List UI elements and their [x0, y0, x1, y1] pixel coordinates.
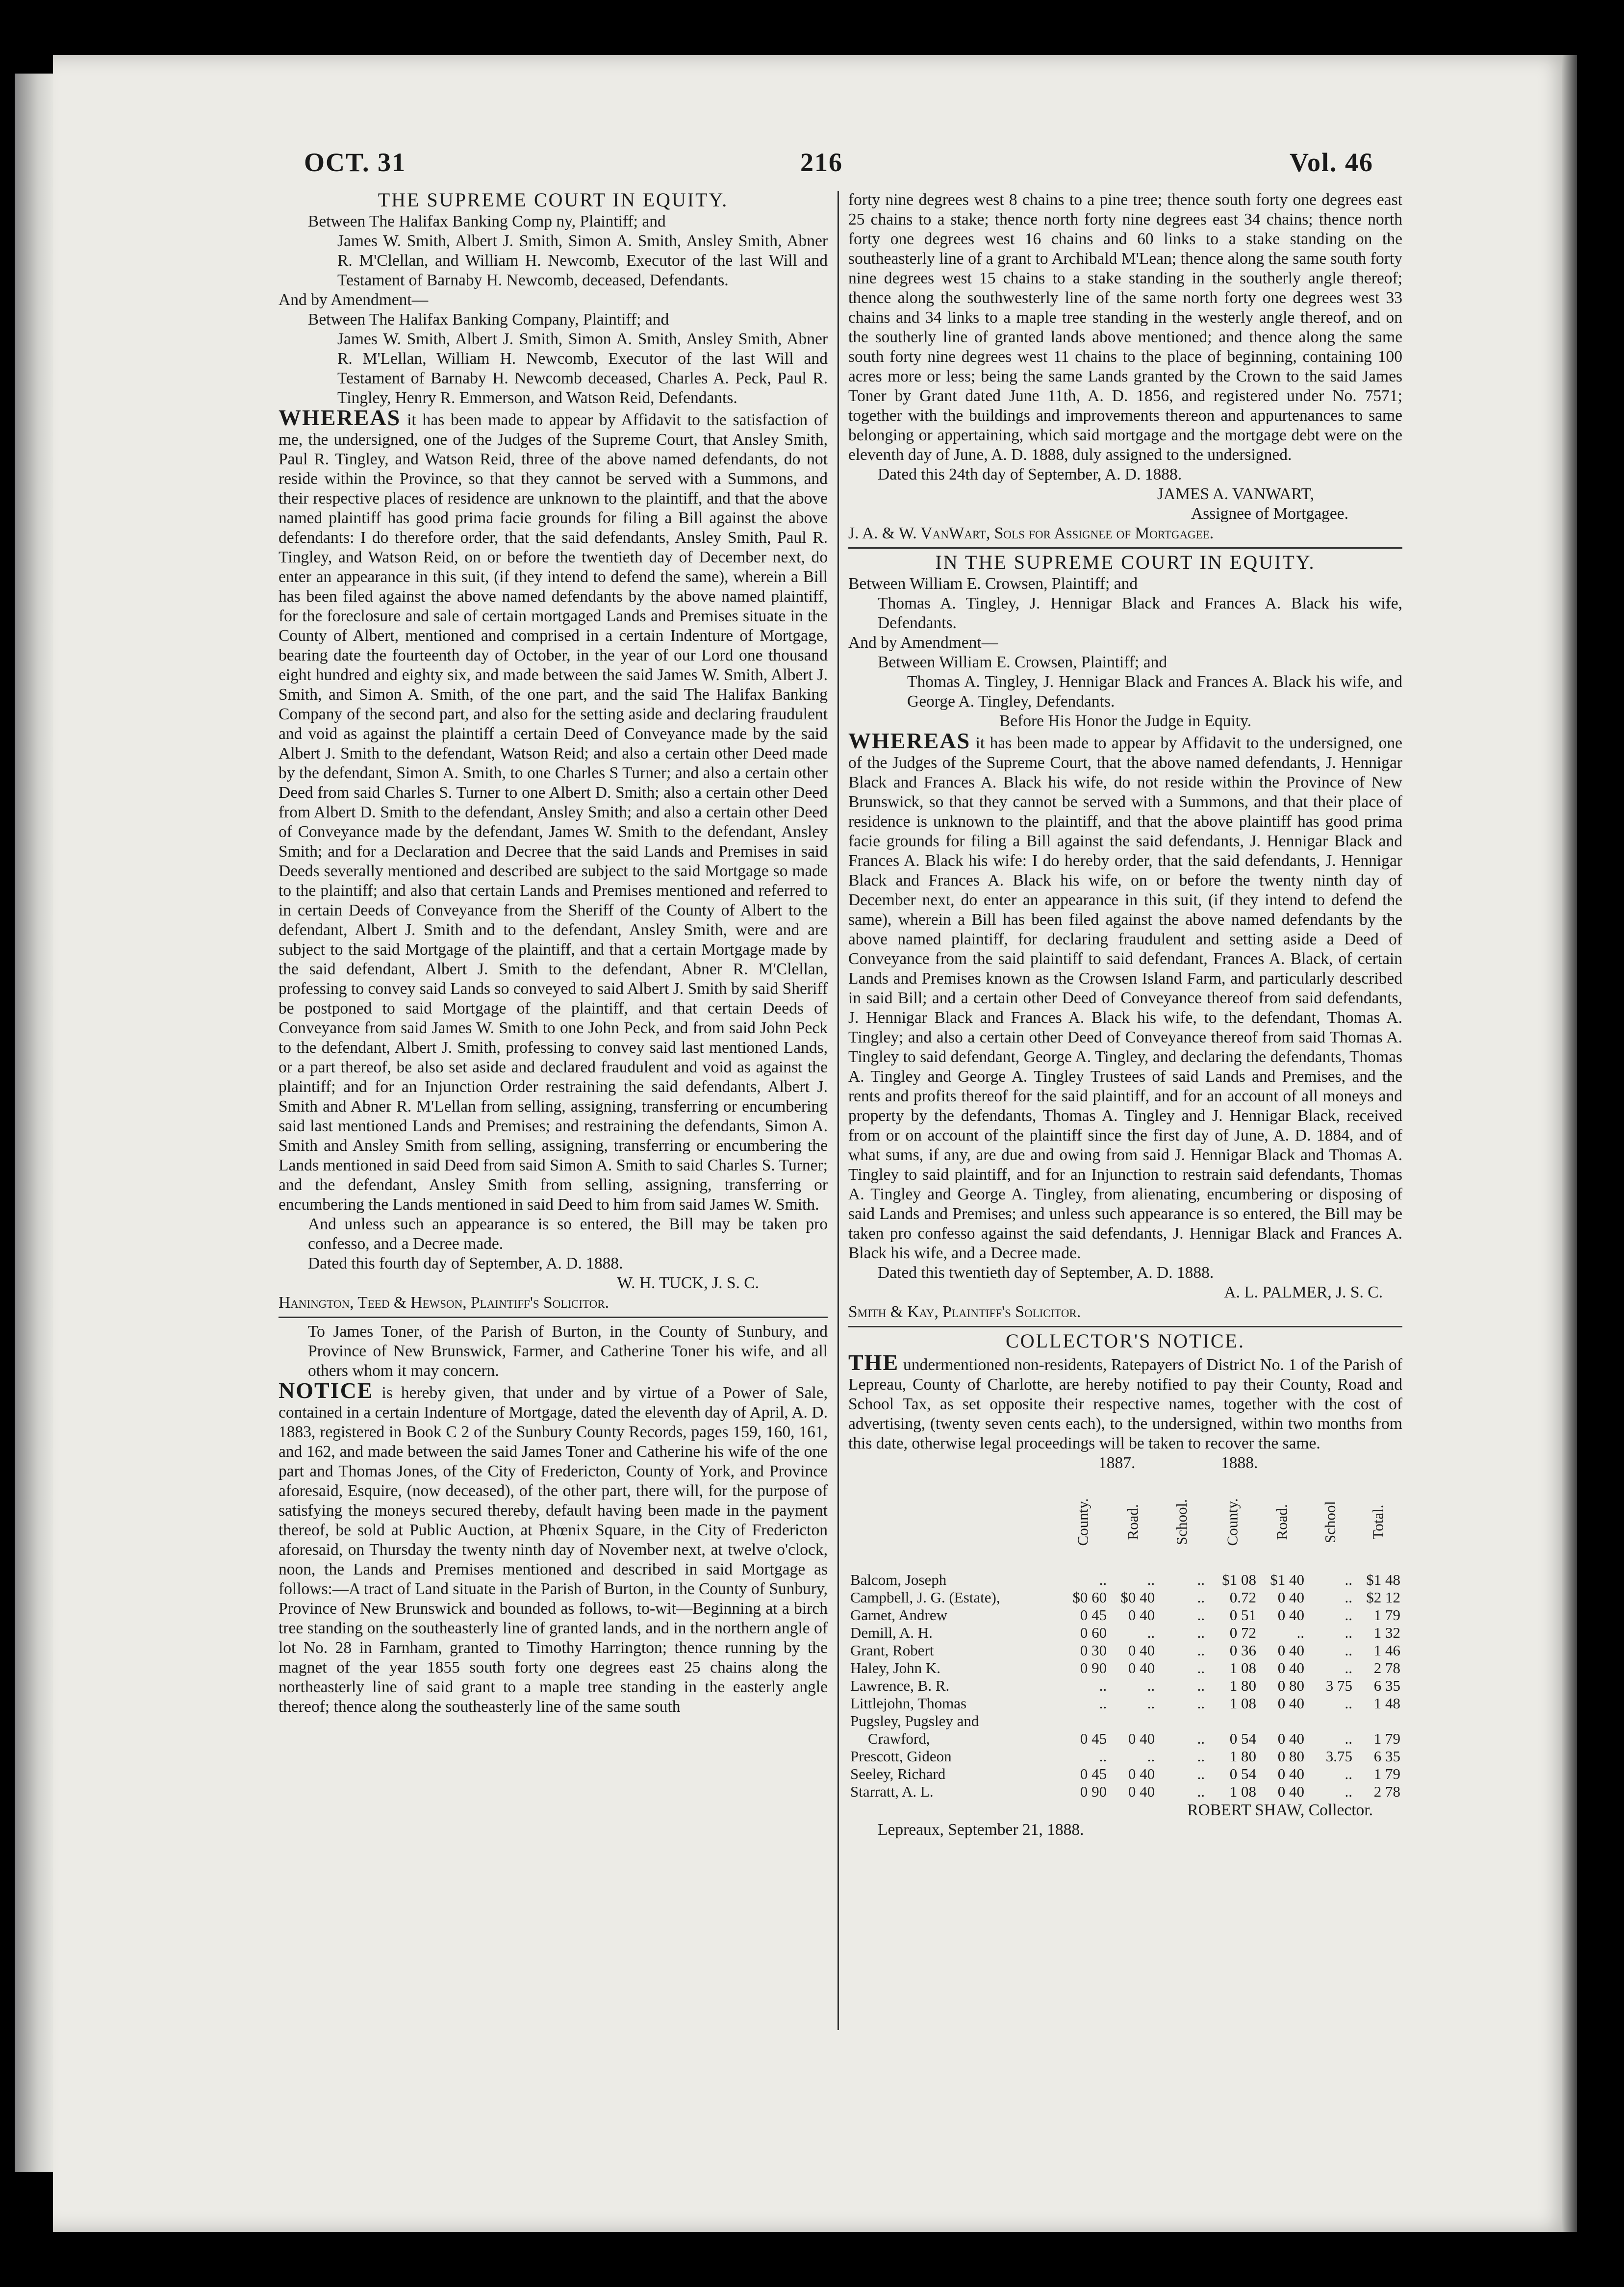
tax-value: .. [1197, 1695, 1205, 1712]
header-date: OCT. 31 [304, 148, 406, 177]
tax-value: 1 46 [1373, 1642, 1400, 1659]
tax-value: 0 40 [1128, 1642, 1155, 1659]
tax-value: .. [1147, 1677, 1155, 1694]
header-volume: Vol. 46 [1290, 148, 1374, 177]
notice1-defendants-amended: James W. Smith, Albert J. Smith, Simon A. Smith, Ansley Smith, Abner R. M'Lellan, William H. Newcomb, Executor of the last Will and Testament of Barnaby H. Newcomb deceased, Charles A. Peck, Paul R. Tingley, Henry R. Emmerson, and Watson Reid, Defendants. [337, 330, 828, 407]
notice1-whereas: WHEREAS [279, 405, 401, 430]
tax-value: 1 32 [1373, 1624, 1400, 1641]
tax-value [1057, 1712, 1109, 1730]
tax-value: .. [1197, 1571, 1205, 1588]
tax-value: 0 51 [1229, 1606, 1256, 1624]
notice2-addressee: To James Toner, of the Parish of Burton, in the County of Sunbury, and Province of New Brunswick, Farmer, and Catherine Toner his wife, and all others whom it may concern. [308, 1322, 828, 1380]
tax-value: 0 40 [1277, 1765, 1304, 1782]
taxpayer-name: Balcom, Joseph [850, 1571, 947, 1588]
tax-value: 0 72 [1229, 1624, 1256, 1641]
tax-value: .. [1345, 1571, 1352, 1588]
column-right [848, 190, 1402, 1840]
tax-value: 0 30 [1080, 1642, 1107, 1659]
notice3-solicitor: Smith & Kay, Plaintiff's Solicitor. [848, 1303, 1081, 1321]
tax-value: .. [1345, 1642, 1352, 1659]
tax-value: 0 40 [1128, 1730, 1155, 1747]
tax-value: 0 40 [1128, 1765, 1155, 1782]
tax-value: 0 40 [1128, 1783, 1155, 1800]
col-head: Road. [1124, 1504, 1142, 1540]
taxpayer-name: Starratt, A. L. [850, 1783, 934, 1800]
tax-value: 0 40 [1128, 1606, 1155, 1624]
tax-value: .. [1197, 1642, 1205, 1659]
tax-value [1109, 1712, 1157, 1730]
notice1-amendment: And by Amendment— [279, 291, 429, 309]
tax-value [1306, 1712, 1354, 1730]
notice1-dated: Dated this fourth day of September, A. D. 1888. [308, 1254, 623, 1272]
tax-year-headers [848, 1453, 1402, 1473]
divider-rule [848, 547, 1402, 549]
tax-value: 0 90 [1080, 1659, 1107, 1677]
table-row [848, 1765, 1402, 1783]
tax-value: 0 54 [1229, 1730, 1256, 1747]
notice3-before: Before His Honor the Judge in Equity. [999, 712, 1252, 730]
taxpayer-name: Prescott, Gideon [850, 1748, 952, 1765]
tax-value: 0 54 [1229, 1765, 1256, 1782]
tax-value: 0 80 [1277, 1677, 1304, 1694]
tax-value: 0 40 [1277, 1589, 1304, 1606]
notice2-continuation: forty nine degrees west 8 chains to a pine tree; thence south forty one degrees east 25 chains to a stake; thence north forty nine degrees east 34 chains; thence north forty one degrees west 16 chains and 60 links to a stake standing on the southeasterly line of a grant to Archibald M'Lean; thence along the same south forty nine degrees west 15 chains to a stake standing in the southerly angle thereof; thence along the southwesterly line of the same north forty one degrees west 33 chains and 34 links to a maple tree standing in the westerly angle thereof, and on the southerly line of granted lands above mentioned; and thence along the same south forty nine degrees west 11 chains to the place of beginning, containing 100 acres more or less; being the same Lands granted by the Crown to the said James Toner by Grant dated June 11th, A. D. 1856, and registered under No. 7571; together with the buildings and improvements thereon and appurtenances to same belonging or appertaining, which said mortgage and the mortgage debt were on the eleventh day of June, A. D. 1888, duly assigned to the undersigned. [848, 191, 1402, 464]
tax-value: $1 08 [1222, 1571, 1256, 1588]
tax-value: 1 79 [1373, 1606, 1400, 1624]
notice1-unless: And unless such an appearance is so entered, the Bill may be taken pro confesso, and a Decree made. [308, 1215, 828, 1253]
tax-value: .. [1345, 1695, 1352, 1712]
tax-value: .. [1147, 1748, 1155, 1765]
tax-table [848, 1473, 1402, 1801]
notice3-parties: Between William E. Crowsen, Plaintiff; and [848, 575, 1138, 593]
table-row [848, 1642, 1402, 1659]
tax-value: .. [1197, 1659, 1205, 1677]
tax-table-header [848, 1473, 1402, 1571]
notice2-notice: NOTICE [279, 1378, 374, 1403]
tax-value: 0 60 [1080, 1624, 1107, 1641]
notice2-signer-role: Assignee of Mortgagee. [1191, 505, 1348, 523]
taxpayer-name: Seeley, Richard [850, 1765, 946, 1782]
divider-rule [279, 1317, 828, 1318]
tax-value: .. [1197, 1589, 1205, 1606]
taxpayer-name: Crawford, [868, 1730, 930, 1747]
taxpayer-name: Haley, John K. [850, 1659, 940, 1677]
tax-value: 1 08 [1229, 1783, 1256, 1800]
notice1-parties: Between The Halifax Banking Comp ny, Plaintiff; and [308, 212, 666, 230]
header-page-number: 216 [800, 148, 843, 177]
notice3-defendants-amended: Thomas A. Tingley, J. Hennigar Black and Frances A. Black his wife, and George A. Tingley, Defendants. [907, 673, 1402, 711]
tax-value: 0 90 [1080, 1783, 1107, 1800]
table-row [848, 1748, 1402, 1765]
tax-value: 0 45 [1080, 1765, 1107, 1782]
tax-value: 3 75 [1325, 1677, 1352, 1694]
tax-value [1354, 1712, 1402, 1730]
tax-value: .. [1345, 1606, 1352, 1624]
tax-value: .. [1345, 1730, 1352, 1747]
tax-value: $0 60 [1072, 1589, 1107, 1606]
tax-value: 0 40 [1277, 1730, 1304, 1747]
col-head: County. [1074, 1498, 1091, 1546]
tax-value: 3.75 [1325, 1748, 1352, 1765]
notice1-title: THE SUPREME COURT IN EQUITY. [378, 189, 729, 211]
tax-value: 0 45 [1080, 1606, 1107, 1624]
taxpayer-name: Garnet, Andrew [850, 1606, 947, 1624]
column-left [279, 190, 828, 1717]
tax-year-1888: 1888. [1221, 1454, 1258, 1472]
table-row [848, 1589, 1402, 1606]
tax-value: 2 78 [1373, 1659, 1400, 1677]
tax-value: .. [1345, 1589, 1352, 1606]
taxpayer-name: Pugsley, Pugsley and [850, 1712, 979, 1729]
tax-value: .. [1197, 1783, 1205, 1800]
tax-value: .. [1345, 1765, 1352, 1782]
tax-value: .. [1099, 1571, 1107, 1588]
notice3-title: IN THE SUPREME COURT IN EQUITY. [935, 551, 1316, 573]
col-head: School. [1173, 1499, 1191, 1545]
tax-value: .. [1345, 1783, 1352, 1800]
notice4-title: COLLECTOR'S NOTICE. [1006, 1330, 1245, 1352]
notice1-solicitor: Hanington, Teed & Hewson, Plaintiff's Solicitor. [279, 1294, 609, 1312]
tax-value: 0 40 [1277, 1659, 1304, 1677]
tax-value: 0 40 [1277, 1695, 1304, 1712]
table-row [848, 1606, 1402, 1624]
notice3-signer: A. L. PALMER, J. S. C. [1224, 1283, 1383, 1301]
col-head: Total. [1369, 1504, 1387, 1540]
tax-value: .. [1099, 1677, 1107, 1694]
notice4-the: THE [848, 1350, 899, 1375]
notice2-dated: Dated this 24th day of September, A. D. 1888. [878, 465, 1182, 483]
tax-value: 0 40 [1277, 1606, 1304, 1624]
tax-value: .. [1197, 1606, 1205, 1624]
tax-value: 2 78 [1373, 1783, 1400, 1800]
table-row [848, 1695, 1402, 1712]
col-head: County. [1223, 1498, 1241, 1546]
tax-value: .. [1197, 1730, 1205, 1747]
tax-value: 1 08 [1229, 1695, 1256, 1712]
tax-value: 1 79 [1373, 1730, 1400, 1747]
notice3-body: it has been made to appear by Affidavit to the undersigned, one of the Judges of the Supreme Court, that the above named defendants, J. Hennigar Black and Frances A. Black his wife, do not reside within the Province of New Brunswick, so that they cannot be served with a Summons, and that their place of residence is unknown to the plaintiff, and that the above plaintiff has good prima facie grounds for filing a Bill against the said defendants, J. Hennigar Black and Frances A. Black his wife: I do hereby order, that the said defendants, J. Hennigar Black and Frances A. Black his wife, on or before the twenty ninth day of December next, do enter an appearance in this suit, (if they intend to defend the same), wherein a Bill has been filed against the above named defendants by the above named plaintiff, for declaring fraudulent and setting aside a Deed of Conveyance from the said plaintiff to said defendant, Frances A. Black, of certain Lands and Premises known as the Crowsen Island Farm, and particularly described in said Bill; and a certain other Deed of Conveyance thereof from said defendants, J. Hennigar Black and Frances A. Black his wife, to the defendant, Thomas A. Tingley; and also a certain other Deed of Conveyance thereof from said Thomas A. Tingley to said defendant, George A. Tingley, and declaring the defendants, Thomas A. Tingley and George A. Tingley Trustees of said Lands and Premises, and the rents and profits thereof for the said plaintiff, and for an account of all moneys and property by the defendants, Thomas A. Tingley and J. Hennigar Black, received from or on account of the plaintiff since the first day of June, A. D. 1884, and of what sums, if any, are due and owing from said J. Hennigar Black and Thomas A. Tingley to said plaintiff, and for an Injunction to restrain said defendants, Thomas A. Tingley and George A. Tingley, from alienating, encumbering or disposing of said Lands and Premises; and unless such appearance is so entered, the Bill may be taken pro confesso against the said defendants, J. Hennigar Black and Frances A. Black his wife, and a Decree made. [848, 734, 1403, 1262]
notice3-parties-amended: Between William E. Crowsen, Plaintiff; and [878, 653, 1167, 671]
tax-value: 0.72 [1229, 1589, 1256, 1606]
taxpayer-name: Littlejohn, Thomas [850, 1695, 967, 1712]
tax-value: 0 40 [1277, 1783, 1304, 1800]
tax-value: .. [1197, 1624, 1205, 1641]
notice2-signer: JAMES A. VANWART, [1157, 485, 1314, 503]
tax-value [1207, 1712, 1258, 1730]
col-head: School [1321, 1500, 1339, 1544]
table-row [848, 1712, 1402, 1730]
notice3-whereas: WHEREAS [848, 728, 971, 753]
tax-value: 0 40 [1128, 1659, 1155, 1677]
tax-value: 0 40 [1277, 1642, 1304, 1659]
tax-value [1157, 1712, 1207, 1730]
tax-value: $1 48 [1366, 1571, 1400, 1588]
notice2-body: is hereby given, that under and by virtue of a Power of Sale, contained in a certain Indenture of Mortgage, dated the eleventh day of April, A. D. 1883, registered in Book C 2 of the Sunbury County Records, pages 159, 160, 161, and 162, and made between the said James Toner and Catherine his wife of the one part and Thomas Jones, of the City of Fredericton, County of York, and Province aforesaid, Esquire, (now deceased), of the other part, there will, for the purpose of satisfying the moneys secured thereby, default having been made in the payment thereof, be sold at Public Auction, at Phœnix Square, in the City of Fredericton aforesaid, on Thursday the twenty ninth day of November next, at twelve o'clock, noon, the Lands and Premises mentioned and described in said Mortgage as follows:—A tract of Land situate in the Parish of Burton, in the County of Sunbury, Province of New Brunswick and bounded as follows, to-wit—Beginning at a birch tree standing on the southeasterly line of granted lands, and in the northern angle of lot No. 28 in Farnham, granted to Timothy Harrington; thence running by the magnet of the year 1855 south forty one degrees east 25 chains along the northeasterly line of said grant to a maple tree standing in the easterly angle thereof; thence along the southeasterly line of the same south [279, 1384, 828, 1716]
notice4-signer: ROBERT SHAW, Collector. [1187, 1801, 1373, 1819]
tax-value: .. [1197, 1748, 1205, 1765]
notice2-solicitors: J. A. & W. VanWart, Sols for Assignee of Mortgagee. [848, 524, 1214, 542]
tax-value: 1 79 [1373, 1765, 1400, 1782]
column-divider [837, 191, 839, 2030]
tax-value: 6 35 [1373, 1748, 1400, 1765]
tax-value: 0 36 [1229, 1642, 1256, 1659]
tax-value: .. [1345, 1624, 1352, 1641]
table-row [848, 1571, 1402, 1589]
tax-value: 6 35 [1373, 1677, 1400, 1694]
taxpayer-name: Grant, Robert [850, 1642, 934, 1659]
tax-value [1258, 1712, 1306, 1730]
tax-value: .. [1147, 1695, 1155, 1712]
tax-value: .. [1197, 1765, 1205, 1782]
tax-value: 1 08 [1229, 1659, 1256, 1677]
notice3-amendment: And by Amendment— [848, 634, 998, 652]
col-head: Road. [1273, 1504, 1291, 1540]
notice4-place-date: Lepreaux, September 21, 1888. [878, 1821, 1084, 1839]
notice1-signer: W. H. TUCK, J. S. C. [617, 1274, 759, 1292]
table-row [848, 1730, 1402, 1748]
tax-value: $1 40 [1270, 1571, 1304, 1588]
tax-value: 1 80 [1229, 1748, 1256, 1765]
tax-value: $2 12 [1366, 1589, 1400, 1606]
taxpayer-name: Demill, A. H. [850, 1624, 933, 1641]
notice3-defendants: Thomas A. Tingley, J. Hennigar Black and Frances A. Black his wife, Defendants. [878, 594, 1402, 632]
divider-rule [848, 1326, 1402, 1327]
tax-value: .. [1099, 1748, 1107, 1765]
tax-value: .. [1197, 1677, 1205, 1694]
notice1-defendants: James W. Smith, Albert J. Smith, Simon A. Smith, Ansley Smith, Abner R. M'Clellan, and William H. Newcomb, Executor of the last Will and Testament of Barnaby H. Newcomb, deceased, Defendants. [337, 232, 828, 289]
tax-value: 0 45 [1080, 1730, 1107, 1747]
page-edge [15, 74, 54, 2172]
notice4-body: undermentioned non-residents, Ratepayers of District No. 1 of the Parish of Lepreau, County of Charlotte, are hereby notified to pay their County, Road and School Tax, as set opposite their respective names, together with the cost of advertising, (twenty seven cents each), to the undersigned, within two months from this date, otherwise legal proceedings will be taken to recover the same. [848, 1356, 1403, 1452]
table-row [848, 1677, 1402, 1695]
table-row [848, 1783, 1402, 1801]
tax-value: 1 80 [1229, 1677, 1256, 1694]
tax-value: .. [1147, 1571, 1155, 1588]
tax-value: 0 80 [1277, 1748, 1304, 1765]
taxpayer-name: Campbell, J. G. (Estate), [850, 1589, 1000, 1606]
table-row [848, 1659, 1402, 1677]
tax-value: .. [1296, 1624, 1304, 1641]
taxpayer-name: Lawrence, B. R. [850, 1677, 950, 1694]
tax-value: $0 40 [1120, 1589, 1155, 1606]
tax-value: .. [1099, 1695, 1107, 1712]
tax-value: 1 48 [1373, 1695, 1400, 1712]
table-row [848, 1624, 1402, 1642]
notice1-parties-amended: Between The Halifax Banking Company, Plaintiff; and [308, 310, 669, 329]
tax-value: .. [1147, 1624, 1155, 1641]
notice3-dated: Dated this twentieth day of September, A. D. 1888. [878, 1264, 1214, 1282]
page-gutter-shadow [1562, 55, 1577, 2232]
notice1-body: it has been made to appear by Affidavit to the satisfaction of me, the undersigned, one of the Judges of the Supreme Court, that Ansley Smith, Paul R. Tingley, and Watson Reid, three of the above named defendants, do not reside within the Province, so that they cannot be served with a Summons, and their respective places of residence are unknown to the plaintiff, and that the above named plaintiff has good prima facie grounds for filing a Bill against the above defendants: I do therefore order, that the said defendants, Ansley Smith, Paul R. Tingley, and Watson Reid, on or before the twentieth day of December next, do enter an appearance in this suit, (if they intend to defend the same), wherein a Bill has been filed against the above named defendants by the above named plaintiff, for the foreclosure and sale of certain mortgaged Lands and Premises situate in the County of Albert, mentioned and comprised in a certain Indenture of Mortgage, bearing date the fourteenth day of October, in the year of our Lord one thousand eight hundred and eighty six, and made between the said James W. Smith, Albert J. Smith, and Simon A. Smith, of the one part, and the said The Halifax Banking Company of the second part, and also for the setting aside and declaring fraudulent and void as against the plaintiff a certain Deed of Conveyance made by the said Albert J. Smith to the defendant, Watson Reid; and also a certain other Deed made by the defendant, Simon A. Smith, to one Charles S Turner; and also a certain other Deed from said Charles S. Turner to one Albert D. Smith; also a certain other Deed from Albert D. Smith to the defendant, Ansley Smith; and also a certain other Deed of Conveyance made by the defendant, James W. Smith to the defendant, Ansley Smith; and for a Declaration and Decree that the said Lands and Premises in said Deeds severally mentioned and described are subject to the said Mortgage so made to the plaintiff; and also that certain Lands and Premises mentioned and referred to in certain Deeds of Conveyance from the Sheriff of the County of Albert to the defendant, Albert J. Smith and to the defendant, Ansley Smith, were and are subject to the said Mortgage of the plaintiff, and that a certain Mortgage made by the said defendant, Albert J. Smith to the defendant, Abner R. M'Clellan, professing to convey said Lands so conveyed to said Albert J. Smith by said Sheriff be postponed to said Mortgage of the plaintiff, and that certain Deeds of Conveyance from said James W. Smith to one John Peck, and from said John Peck to the defendant, Albert J. Smith, professing to convey said last mentioned Lands, or a part thereof, be also set aside and declared fraudulent and void as against the plaintiff; and for an Injunction Order restraining the said defendants, Albert J. Smith and Abner R. M'Lellan from selling, assigning, transferring or encumbering said last mentioned Lands and Premises; and restraining the defendants, Simon A. Smith and Ansley Smith from selling, assigning, transferring or encumbering the Lands mentioned in said Deed from said Simon A. Smith to said Charles S. Turner; and the defendant, Ansley Smith from selling, assigning, transferring or encumbering the Lands mentioned in said Deed to him from said James W. Smith. [279, 411, 828, 1214]
tax-value: .. [1345, 1659, 1352, 1677]
tax-year-1887: 1887. [1098, 1454, 1136, 1472]
